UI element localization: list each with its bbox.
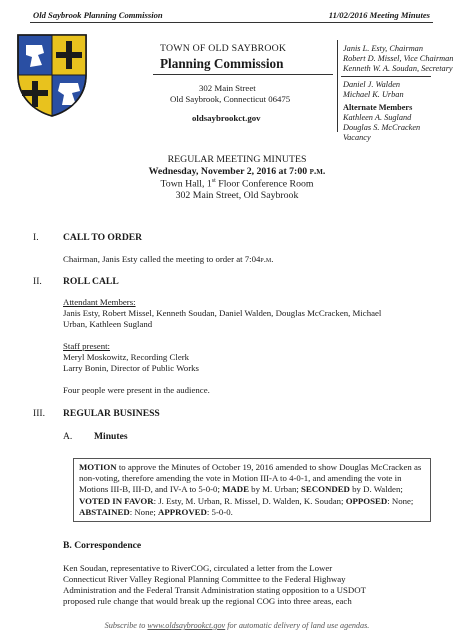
alternates-heading: Alternate Members: [343, 103, 413, 112]
website: oldsaybrookct.gov: [192, 113, 261, 123]
section-3-heading: REGULAR BUSINESS: [63, 408, 160, 419]
section-2-heading: ROLL CALL: [63, 276, 119, 287]
attendant-members-label-text: Attendant Members:: [63, 297, 136, 307]
audience-count: Four people were present in the audience.: [63, 385, 210, 395]
call-to-order-text: [63, 254, 273, 265]
correspondence-line-3: Administration and the Federal Transit Administration stating opposition to a USDOT: [63, 585, 366, 595]
footer-pre: Subscribe to: [104, 621, 148, 630]
motion-text: to approve the Minutes of October 19, 2016 amended to show Douglas McCracken as non-voting, therefore amending the vote in Motion III-A to 4-0-1, and amending the vote in Motions III-B, III-D, and IV-A to 5-0-0;: [79, 462, 422, 495]
member-secretary: Kenneth W. A. Soudan, Secretary: [343, 64, 453, 73]
meeting-location-room: Floor Conference Room: [215, 178, 314, 190]
subsection-a-heading: Minutes: [94, 431, 128, 442]
staff-present-label: [63, 341, 110, 352]
alternate-sugland: Kathleen A. Sugland: [343, 113, 412, 122]
member-urban: Michael K. Urban: [343, 90, 404, 99]
call-to-order-sentence: Chairman, Janis Esty called the meeting to order at 7:04: [63, 254, 261, 264]
opposed-keyword: OPPOSED: [345, 495, 388, 506]
correspondence-line-1: Ken Soudan, representative to RiverCOG, circulated a letter from the Lower: [63, 563, 333, 573]
call-to-order-pm: p.m.: [260, 254, 274, 264]
staff-member-2: Larry Bonin, Director of Public Works: [63, 363, 199, 373]
abstained-keyword: ABSTAINED: [79, 506, 130, 517]
abstained-value: : None;: [129, 506, 159, 517]
town-seal-shield-icon: [16, 33, 88, 117]
subsection-b-heading: B. Correspondence: [63, 540, 142, 551]
approved-keyword: APPROVED: [158, 506, 207, 517]
attendant-members-line-2: Urban, Kathleen Sugland: [63, 319, 153, 329]
alternate-vacancy: Vacancy: [343, 133, 371, 142]
correspondence-line-4: proposed rule change that would break up the regional COG into three areas, each: [63, 596, 352, 606]
commission-name: Planning Commission: [160, 56, 284, 71]
letterhead-divider: [337, 40, 338, 132]
members-rule: [341, 76, 431, 77]
meeting-location-text: Town Hall, 1: [160, 178, 212, 190]
staff-member-1: Meryl Moskowitz, Recording Clerk: [63, 352, 190, 362]
footer-note: [0, 621, 474, 630]
made-keyword: MADE: [222, 484, 249, 495]
section-1-numeral: I.: [33, 232, 39, 243]
running-header-right: 11/02/2016 Meeting Minutes: [328, 10, 430, 20]
letterhead-rule: [153, 74, 333, 75]
address-line-1: 302 Main Street: [199, 83, 256, 93]
section-2-numeral: II.: [33, 276, 42, 287]
seconded-keyword: SECONDED: [301, 484, 350, 495]
footer-post: for automatic delivery of land use agendas.: [225, 621, 370, 630]
footer-link[interactable]: www.oldsaybrookct.gov: [147, 621, 226, 630]
attendant-members-line-1: Janis Esty, Robert Missel, Kenneth Soudan, Daniel Walden, Douglas McCracken, Michael: [63, 308, 382, 318]
member-vice-chairman: Robert D. Missel, Vice Chairman: [343, 54, 454, 63]
member-walden: Daniel J. Walden: [343, 80, 401, 89]
motion-keyword: MOTION: [79, 462, 117, 472]
running-header-left: Old Saybrook Planning Commission: [33, 10, 163, 20]
voted-in-favor-keyword: VOTED IN FAVOR: [79, 495, 154, 506]
made-by: by M. Urban;: [248, 484, 302, 495]
seconded-by: by D. Walden;: [349, 484, 403, 495]
header-rule: [30, 22, 433, 23]
approved-value: : 5-0-0.: [206, 506, 233, 517]
meeting-date: [0, 166, 474, 177]
voted-in-favor-list: : J. Esty, M. Urban, R. Missel, D. Walden, K. Soudan;: [153, 495, 346, 506]
correspondence-line-2: Connecticut River Valley Regional Planning Committee to the Federal Highway: [63, 574, 346, 584]
address-line-2: Old Saybrook, Connecticut 06475: [170, 94, 291, 104]
section-1-heading: CALL TO ORDER: [63, 232, 143, 243]
minutes-title: REGULAR MEETING MINUTES: [167, 154, 307, 165]
alternate-mccracken: Douglas S. McCracken: [343, 123, 421, 132]
town-name: TOWN OF OLD SAYBROOK: [160, 43, 287, 54]
town-seal: [16, 33, 88, 122]
member-chairman: Janis L. Esty, Chairman: [343, 44, 423, 53]
staff-present-label-text: Staff present:: [63, 341, 110, 351]
opposed-value: : None;: [387, 495, 414, 506]
section-3-numeral: III.: [33, 408, 45, 419]
motion-box: [73, 458, 431, 522]
attendant-members-label: [63, 297, 136, 308]
meeting-date-text: Wednesday, November 2, 2016 at 7:00: [148, 166, 308, 177]
meeting-date-pm: p.m.: [309, 166, 326, 177]
meeting-location-sup: st: [211, 178, 216, 184]
subsection-a-letter: A.: [63, 431, 73, 442]
meeting-location: [0, 178, 474, 189]
meeting-address: 302 Main Street, Old Saybrook: [175, 190, 299, 201]
